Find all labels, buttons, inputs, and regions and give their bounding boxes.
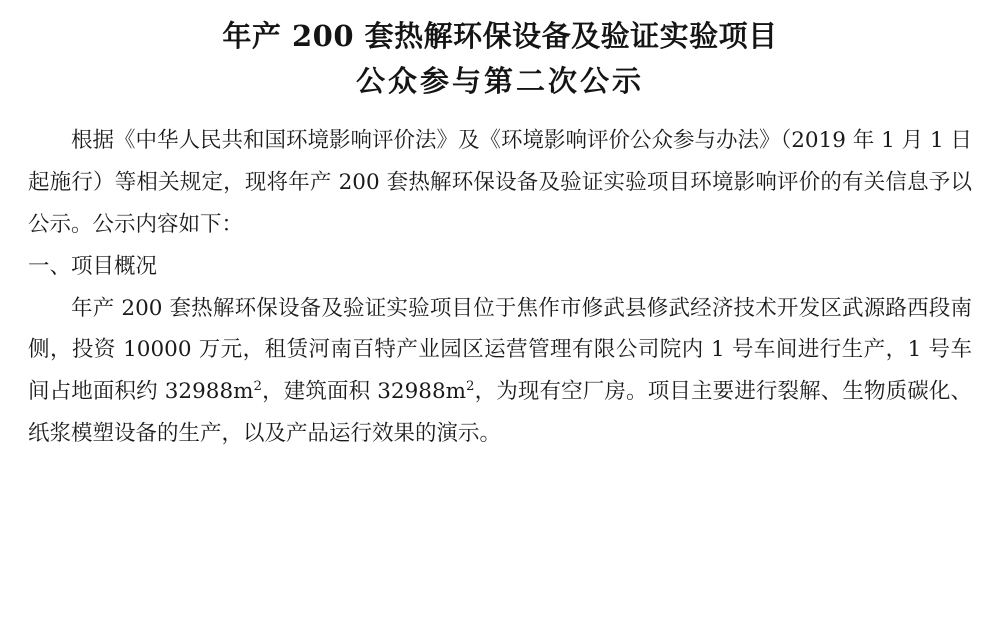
area-unit-superscript-1: 2 <box>253 379 263 395</box>
document-body <box>28 120 972 455</box>
document-title <box>28 14 972 104</box>
paragraph-intro <box>28 120 972 246</box>
title-line-1: 年产 200 套热解环保设备及验证实验项目 <box>222 19 778 53</box>
paragraph-overview-part-3: ，为现有空厂房。项目主要进行裂解、生物质碳化、纸浆模塑设备的生产，以及产品运行效果的演示。 <box>28 379 972 447</box>
title-line-2: 公众参与第二次公示 <box>355 63 644 98</box>
section-heading-project-overview: 一、项目概况 <box>28 253 158 279</box>
paragraph-overview-part-2: ，建筑面积 32988m <box>262 379 467 405</box>
paragraph-intro-text: 根据《中华人民共和国环境影响评价法》及《环境影响评价公众参与办法》（2019 年 1 月 1 日起施行）等相关规定，现将年产 200 套热解环保设备及验证实验项目环境影响评价的有关信息予以公示。公示内容如下： <box>28 127 972 237</box>
area-unit-superscript-2: 2 <box>466 379 475 395</box>
paragraph-overview-part-1: 年产 200 套热解环保设备及验证实验项目位于焦作市修武县修武经济技术开发区武源路西段南侧，投资 10000 万元，租赁河南百特产业园区运营管理有限公司院内 1 号车间进行生产，1 号车间占地面积约 32988m <box>28 295 972 405</box>
paragraph-project-overview <box>28 288 972 456</box>
